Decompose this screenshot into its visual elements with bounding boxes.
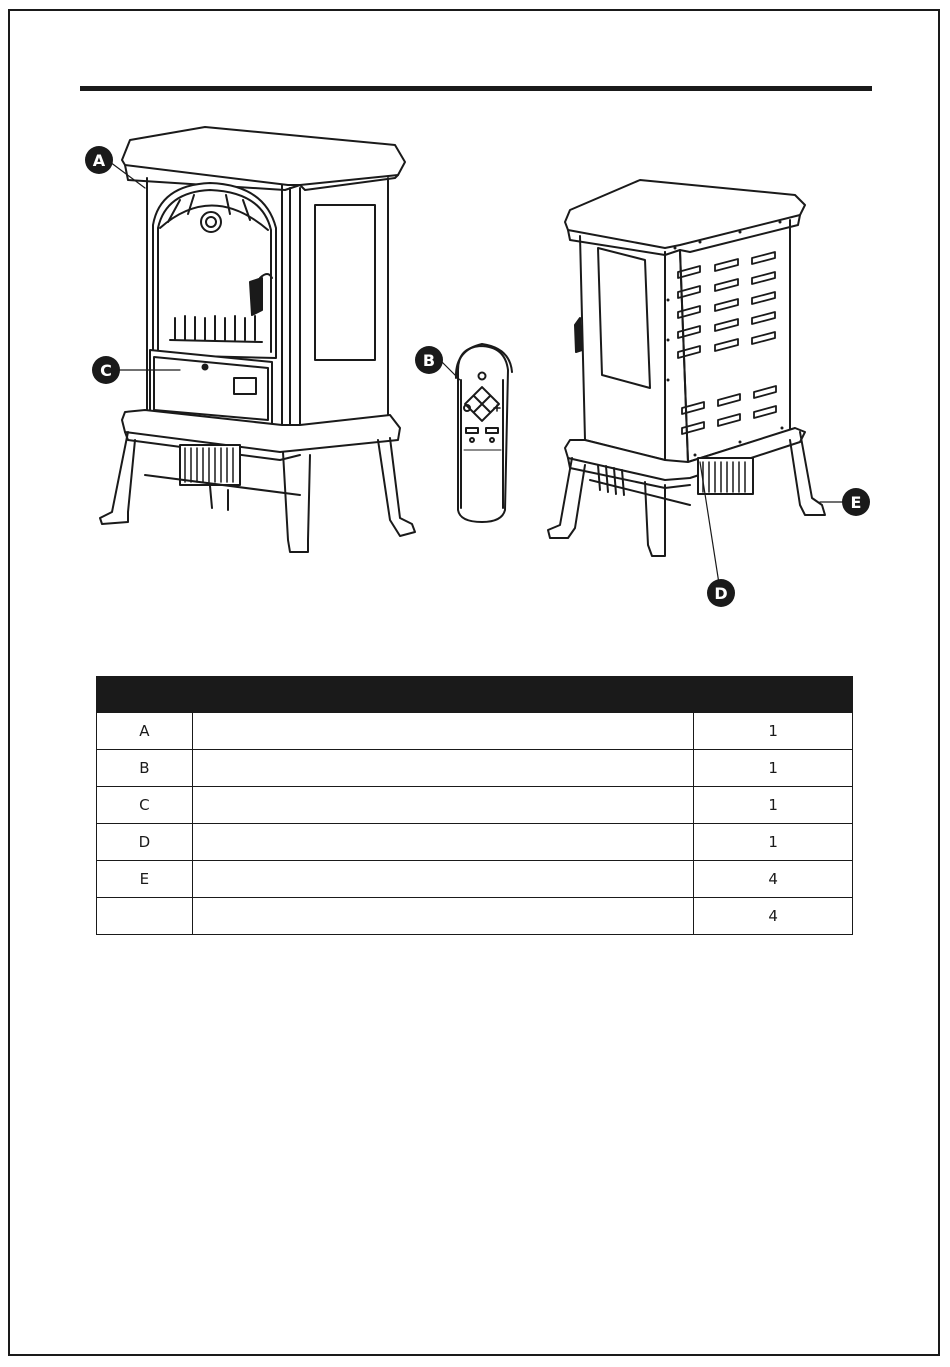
- callout-d-label: D: [714, 583, 728, 603]
- parts-table: [96, 676, 853, 935]
- heater-front-view: [100, 127, 415, 552]
- header-part: [97, 677, 193, 713]
- table-row: [97, 713, 853, 750]
- table-row: [97, 861, 853, 898]
- part-quantity: 1: [694, 713, 853, 750]
- part-letter: D: [97, 824, 193, 861]
- part-quantity: 1: [694, 824, 853, 861]
- callout-d-badge: [707, 579, 735, 607]
- part-description: [192, 824, 694, 861]
- part-description: [192, 898, 694, 935]
- table-row: [97, 750, 853, 787]
- part-description: [192, 861, 694, 898]
- table-row: [97, 787, 853, 824]
- callout-b-badge: [415, 346, 443, 374]
- part-quantity: 1: [694, 787, 853, 824]
- part-letter: A: [97, 713, 193, 750]
- part-description: [192, 787, 694, 824]
- parts-table-header: [97, 677, 853, 713]
- part-letter: [97, 898, 193, 935]
- callout-c-badge: [92, 356, 120, 384]
- remote-control: [456, 344, 512, 522]
- part-letter: C: [97, 787, 193, 824]
- part-quantity: 4: [694, 861, 853, 898]
- heater-back-view: [548, 180, 825, 556]
- parts-illustration: [0, 0, 950, 640]
- header-quantity: [694, 677, 853, 713]
- part-letter: E: [97, 861, 193, 898]
- callout-e-label: E: [850, 492, 862, 512]
- part-quantity: 1: [694, 750, 853, 787]
- part-description: [192, 713, 694, 750]
- callout-b-label: B: [422, 350, 436, 370]
- callout-c-label: C: [100, 360, 112, 380]
- table-row: [97, 898, 853, 935]
- part-letter: B: [97, 750, 193, 787]
- table-row: [97, 824, 853, 861]
- callout-a-label: A: [92, 150, 106, 170]
- part-quantity: 4: [694, 898, 853, 935]
- callout-e-badge: [842, 488, 870, 516]
- header-description: [192, 677, 694, 713]
- callout-a-badge: [85, 146, 113, 174]
- part-description: [192, 750, 694, 787]
